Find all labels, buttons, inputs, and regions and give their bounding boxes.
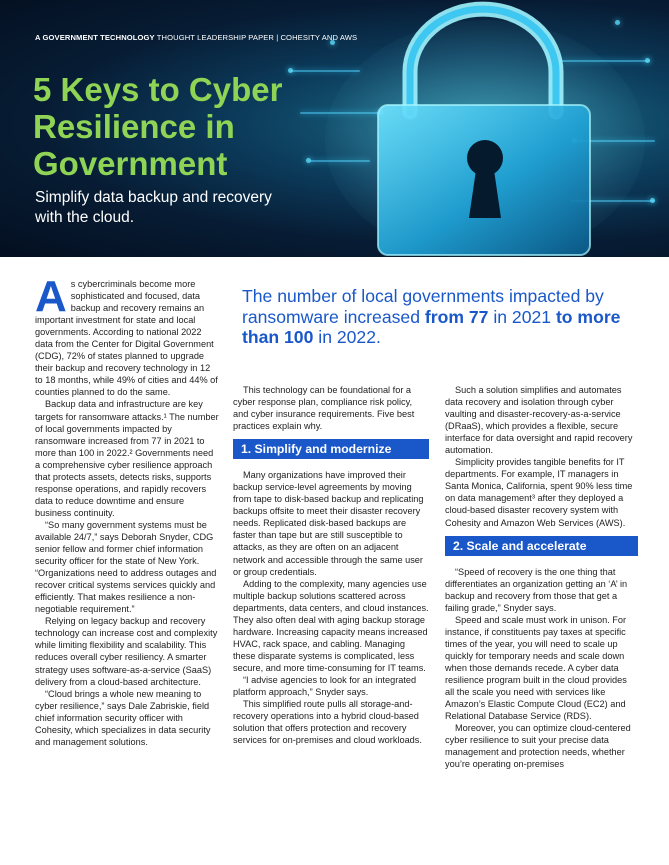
body-paragraph: Adding to the complexity, many agencies use multiple backup solutions scattered across departments, data centers, and cloud instances. They also often deal with aging backup storage hardware. Increasing capacity means increased HVAC, rack space, and cabling. Managing these disparate systems is complicated, less secure, and more time-consuming for IT teams. — [233, 578, 429, 673]
column-1 — [35, 272, 220, 748]
body-paragraph: Many organizations have improved their backup service-level agreements by moving from tape to disk-based backup and replicating backups offsite to meet their disaster recovery needs. Replicated disk-based backups are faster than tape but are still susceptible to attacks, as they are often on an adjacent network and accessible through the same user or group credentials. — [233, 470, 424, 577]
page-subtitle: Simplify data backup and recovery with the cloud. — [35, 189, 272, 226]
report-kicker: A GOVERNMENT TECHNOLOGY THOUGHT LEADERSHIP PAPER | COHESITY AND AWS — [35, 33, 358, 42]
body-paragraph: “Speed of recovery is the one thing that differentiates an organization getting an ‘A’ in backup and recovery from those that get a failing grade,” Snyder says. — [445, 566, 628, 613]
body-paragraph: “Cloud brings a whole new meaning to cyber resilience,” says Dale Zabriskie, field chief information security officer with Cohesity, which specializes in data security and management solutions. — [35, 688, 211, 747]
body-paragraph: This simplified route pulls all storage-and-recovery operations into a hybrid cloud-based solution that offers protection and recovery services for on-premises and cloud workloads. — [233, 699, 422, 746]
body-paragraph: Speed and scale must work in unison. For instance, if constituents pay taxes at specific times of the year, you will need to scale up quickly for temporary needs and scale down when those demands recede. A cyber data resilience program built in the cloud provides all the scale you need with services like Amazon’s Elastic Compute Cloud (EC2) and Relational Database Service (RDS). — [445, 614, 627, 722]
body-paragraph: Relying on legacy backup and recovery technology can increase cost and complexity while limiting flexibility and scalability. This reduces overall cyber resiliency. A smarter strategy uses software-as-a-service (SaaS) delivery from a cloud-based architecture. — [35, 616, 218, 687]
page-title: 5 Keys to Cyber Resilience in Government — [33, 71, 283, 182]
section-heading: 1. Simplify and modernize — [233, 439, 429, 459]
body-paragraph: This technology can be foundational for a cyber response plan, compliance risk policy, and cyber insurance requirements. Five best practices explain why. — [233, 385, 415, 432]
intro-paragraph: As cybercriminals become more sophisticated and focused, data backup and recovery remains an important investment for state and local governments. According to national 2022 data from the Center for Digital Government (CDG), 72% of states planned to upgrade their backup and recovery technology in 12 to 18 months, while 49% of cities and 44% of counties planned to do the same. — [35, 272, 218, 398]
body-paragraph: Simplicity provides tangible benefits for IT departments. For example, IT managers in Santa Monica, California, spent 90% less time on data management³ after they deployed a cloud-based disaster recovery system with Cohesity and Amazon Web Services (AWS). — [445, 457, 633, 528]
section-heading: 2. Scale and accelerate — [445, 536, 638, 556]
body-paragraph: Such a solution simplifies and automates data recovery and isolation through cyber vaulting and disaster-recovery-as-a-service (DRaaS), which provides a flexible, secure interface for data oversight and rapid recovery automation. — [445, 385, 633, 456]
column-2 — [233, 384, 429, 746]
drop-cap: A — [35, 272, 67, 321]
body-paragraph: Backup data and infrastructure are key targets for ransomware attacks.¹ The number of local governments impacted by ransomware increased from 77 in 2021 to more than 100 in 2022.² Governments need a comprehensive cyber resilience approach that protects assets, detects risks, supports response operations, and rapidly recovers data to reduce downtime and ensure business continuity. — [35, 399, 219, 518]
body-paragraph: “I advise agencies to look for an integrated platform approach,” Snyder says. — [233, 674, 417, 698]
hero-banner — [0, 0, 669, 257]
body-paragraph: Moreover, you can optimize cloud-centered cyber resilience to suit your precise data management and protection needs, whether you’re operating on-premises — [445, 723, 631, 770]
body-paragraph: “So many government systems must be available 24/7,” says Deborah Snyder, CDG senior fellow and former chief information security officer for the state of New York. “Organizations need to address outages and recover critical systems services quickly and efficiently. That makes resilience a non-negotiable requirement.” — [35, 519, 217, 615]
pull-quote: The number of local governments impacted by ransomware increased from 77 in 2021 to more than 100 in 2022. — [242, 286, 621, 347]
column-3 — [445, 384, 638, 770]
